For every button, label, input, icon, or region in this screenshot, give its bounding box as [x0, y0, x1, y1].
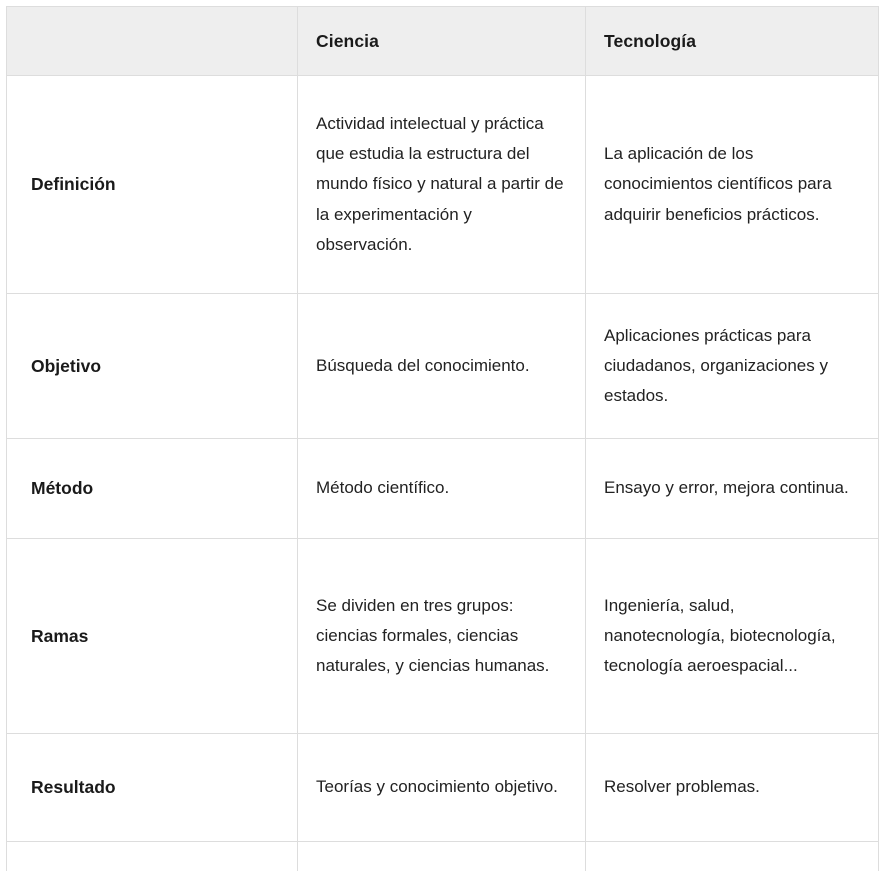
table-row-partial — [7, 842, 879, 871]
table-row — [7, 734, 879, 842]
cell-text: Actividad intelectual y práctica que estudia la estructura del mundo físico y natural a partir de la experimentación y observación. — [316, 113, 564, 254]
table-header — [7, 7, 879, 76]
column-header-ciencia: Ciencia — [298, 7, 586, 76]
cell-tecnologia-metodo — [586, 439, 879, 539]
table-body — [7, 76, 879, 871]
cell-text: Ingeniería, salud, nanotecnología, biotecnología, tecnología aeroespacial... — [604, 595, 836, 676]
cell-ciencia-metodo — [298, 439, 586, 539]
column-header-label — [7, 7, 298, 76]
cell-ciencia-ramas — [298, 539, 586, 734]
cell-tecnologia-objetivo — [586, 294, 879, 439]
cell-tecnologia-ramas — [586, 539, 879, 734]
cell-text: La aplicación de los conocimientos científicos para adquirir beneficios prácticos. — [604, 144, 832, 224]
cell-text: Resolver problemas. — [604, 777, 760, 797]
comparison-table — [6, 6, 879, 871]
row-label-definicion: Definición — [7, 76, 298, 294]
cell-ciencia-partial — [298, 842, 586, 871]
cell-tecnologia-partial — [586, 842, 879, 871]
cell-tecnologia-definicion — [586, 76, 879, 294]
row-label-resultado: Resultado — [7, 734, 298, 842]
row-label-metodo: Método — [7, 439, 298, 539]
cell-text: Método científico. — [316, 478, 450, 498]
table-row — [7, 76, 879, 294]
cell-text: Búsqueda del conocimiento. — [316, 355, 530, 375]
table-row — [7, 439, 879, 539]
cell-text: Aplicaciones prácticas para ciudadanos, organizaciones y estados. — [604, 325, 828, 406]
cell-ciencia-resultado — [298, 734, 586, 842]
cell-ciencia-objetivo — [298, 294, 586, 439]
row-label-partial — [7, 842, 298, 871]
table-row — [7, 294, 879, 439]
cell-ciencia-definicion — [298, 76, 586, 294]
header-row — [7, 7, 879, 76]
cell-text: Se dividen en tres grupos: ciencias formales, ciencias naturales, y ciencias humanas. — [316, 595, 550, 676]
row-label-ramas: Ramas — [7, 539, 298, 734]
table-row — [7, 539, 879, 734]
cell-text: Ensayo y error, mejora continua. — [604, 478, 849, 498]
cell-tecnologia-resultado — [586, 734, 879, 842]
column-header-tecnologia: Tecnología — [586, 7, 879, 76]
cell-text: Teorías y conocimiento objetivo. — [316, 777, 558, 797]
row-label-objetivo: Objetivo — [7, 294, 298, 439]
